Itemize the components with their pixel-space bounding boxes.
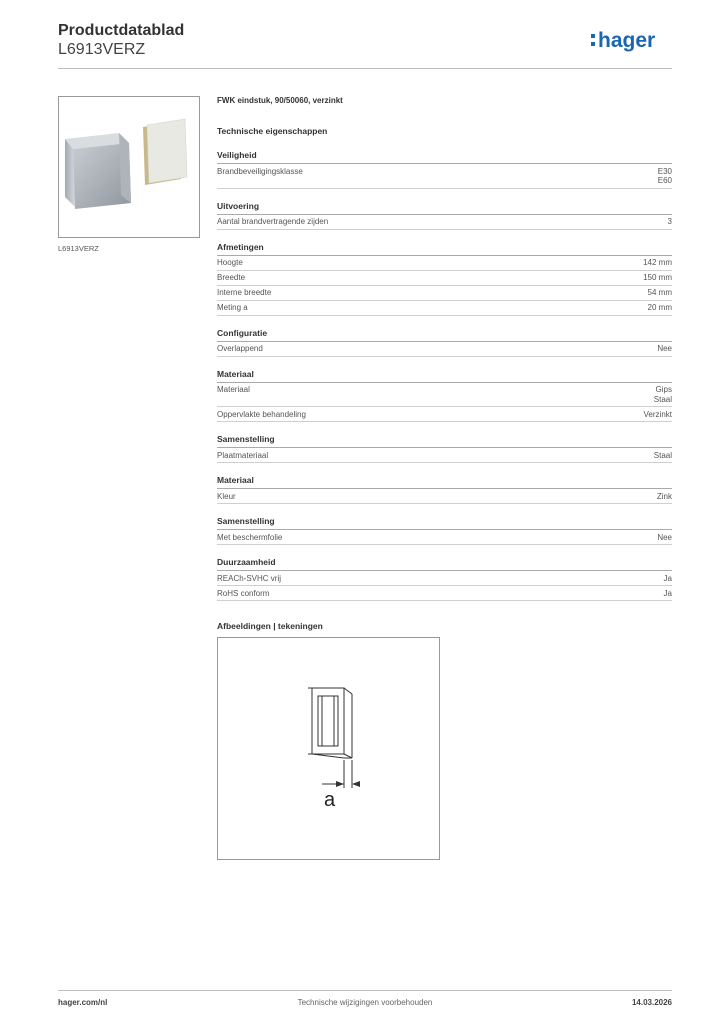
spec-value: 142 mm <box>643 258 672 267</box>
spec-row <box>217 301 672 316</box>
spec-row <box>217 164 672 189</box>
spec-group <box>217 201 672 230</box>
spec-value: 54 mm <box>647 288 672 297</box>
spec-label: Plaatmateriaal <box>217 450 269 460</box>
spec-row <box>217 286 672 301</box>
spec-group <box>217 516 672 545</box>
header-divider <box>58 68 672 69</box>
document-title: Productdatablad <box>58 22 185 39</box>
spec-group <box>217 150 672 189</box>
footer-notice: Technische wijzigingen voorbehouden <box>297 998 433 1007</box>
spec-group-title: Uitvoering <box>217 201 672 215</box>
spec-label: Oppervlakte behandeling <box>217 409 306 419</box>
page-header <box>58 22 672 70</box>
spec-group-title: Veiligheid <box>217 150 672 164</box>
spec-label: RoHS conform <box>217 588 270 598</box>
spec-row <box>217 383 672 408</box>
spec-group-title: Materiaal <box>217 475 672 489</box>
spec-row <box>217 215 672 230</box>
spec-value: Gips Staal <box>653 385 672 404</box>
spec-label: Meting a <box>217 303 248 312</box>
spec-row <box>217 530 672 545</box>
spec-groups <box>217 150 672 601</box>
spec-value: Zink <box>656 491 672 501</box>
spec-value: Verzinkt <box>643 409 672 419</box>
spec-value: 150 mm <box>643 273 672 282</box>
product-code: L6913VERZ <box>58 41 146 58</box>
drawings-heading: Afbeeldingen | tekeningen <box>217 621 323 631</box>
spec-group <box>217 369 672 423</box>
spec-row <box>217 256 672 271</box>
product-description: FWK eindstuk, 90/50060, verzinkt <box>217 96 343 105</box>
spec-label: Kleur <box>217 491 236 501</box>
spec-value: Staal <box>653 450 672 460</box>
logo-text: hager <box>598 29 656 52</box>
hager-logo <box>590 26 672 54</box>
spec-group-title: Samenstelling <box>217 516 672 530</box>
spec-row <box>217 571 672 586</box>
footer-date: 14.03.2026 <box>631 998 672 1007</box>
product-image <box>58 96 200 238</box>
dimension-drawing <box>218 638 439 859</box>
spec-row <box>217 342 672 357</box>
spec-row <box>217 586 672 601</box>
product-photo-illustration <box>59 97 199 237</box>
product-specifications <box>217 96 672 860</box>
spec-label: Met beschermfolie <box>217 532 283 542</box>
spec-group <box>217 557 672 601</box>
spec-group <box>217 475 672 504</box>
footer-divider <box>58 990 672 991</box>
spec-value: 20 mm <box>647 303 672 312</box>
spec-group <box>217 242 672 316</box>
spec-group <box>217 328 672 357</box>
spec-group-title: Materiaal <box>217 369 672 383</box>
spec-group-title: Samenstelling <box>217 434 672 448</box>
spec-row <box>217 448 672 463</box>
spec-label: Hoogte <box>217 258 243 267</box>
footer-website-link[interactable]: hager.com/nl <box>58 998 108 1007</box>
technical-properties-heading: Technische eigenschappen <box>217 126 328 136</box>
spec-value: Nee <box>657 532 672 542</box>
spec-value: Nee <box>657 344 672 353</box>
spec-value: Ja <box>663 573 672 583</box>
spec-group <box>217 434 672 463</box>
spec-group-title: Afmetingen <box>217 242 672 256</box>
dimension-label-a: a <box>324 789 336 811</box>
technical-drawing <box>217 637 440 860</box>
spec-label: REACh-SVHC vrij <box>217 573 282 583</box>
spec-value: 3 <box>667 217 672 226</box>
spec-label: Brandbeveiligingsklasse <box>217 166 303 176</box>
spec-label: Interne breedte <box>217 288 272 297</box>
spec-group-title: Configuratie <box>217 328 672 342</box>
spec-row <box>217 489 672 504</box>
spec-label: Aantal brandvertragende zijden <box>217 217 329 226</box>
spec-group-title: Duurzaamheid <box>217 557 672 571</box>
spec-label: Materiaal <box>217 385 250 394</box>
spec-value: Ja <box>663 588 672 598</box>
product-image-caption: L6913VERZ <box>58 244 99 253</box>
spec-label: Breedte <box>217 273 246 282</box>
spec-row <box>217 407 672 422</box>
spec-label: Overlappend <box>217 344 263 353</box>
spec-value: E30 E60 <box>657 166 672 185</box>
spec-row <box>217 271 672 286</box>
